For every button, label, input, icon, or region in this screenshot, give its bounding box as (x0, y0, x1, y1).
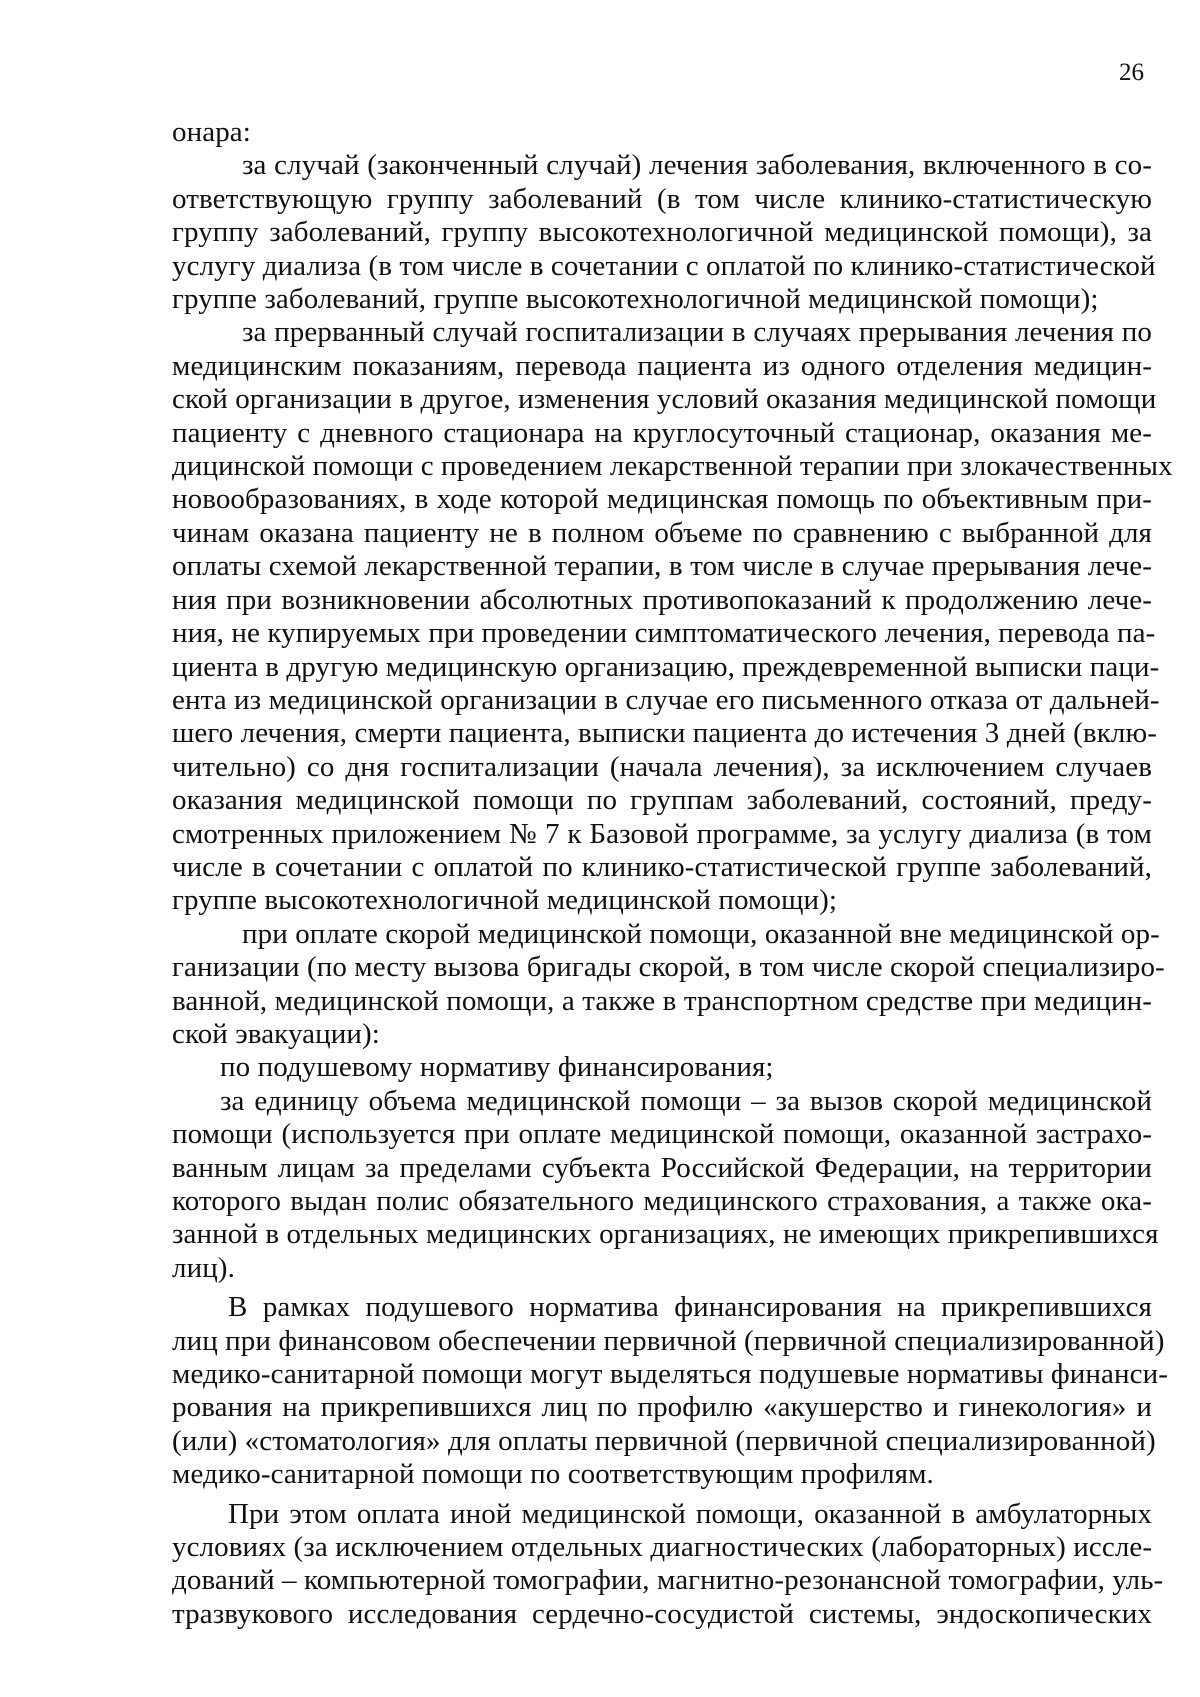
text-line: ответствующую группу заболеваний (в том числе клинико-статистическую (172, 182, 1152, 215)
text-line: числе в сочетании с оплатой по клинико-статистической группе заболеваний, (172, 850, 1152, 883)
text-line: за прерванный случай госпитализации в случаях прерывания лечения по (242, 316, 1152, 349)
text-line: по подушевому нормативу финансирования; (220, 1051, 774, 1084)
text-line: ской организации в другое, изменения условий оказания медицинской помощи (172, 383, 1157, 416)
body-text (172, 116, 1173, 1631)
text-line: смотренных приложением № 7 к Базовой программе, за услугу диализа (в том (172, 817, 1152, 850)
text-line: группу заболеваний, группу высокотехнологичной медицинской помощи), за (172, 216, 1152, 249)
text-line: за единицу объема медицинской помощи – за вызов скорой медицинской (220, 1084, 1152, 1117)
text-line: дований – компьютерной томографии, магнитно-резонансной томографии, уль- (172, 1564, 1164, 1597)
text-line: (или) «стоматология» для оплаты первичной (первичной специализированной) (172, 1424, 1156, 1457)
text-line: оплаты схемой лекарственной терапии, в том числе в случае прерывания лече- (172, 550, 1152, 583)
text-line: циента в другую медицинскую организацию, преждевременной выписки паци- (172, 650, 1160, 683)
text-line: оказания медицинской помощи по группам заболеваний, состояний, преду- (172, 784, 1152, 817)
text-line: ента из медицинской организации в случае его письменного отказа от дальней- (172, 683, 1160, 716)
text-line: ния при возникновении абсолютных противопоказаний к продолжению лече- (172, 583, 1152, 616)
text-line: медико-санитарной помощи по соответствующим профилям. (172, 1458, 934, 1491)
text-line: группе заболеваний, группе высокотехнологичной медицинской помощи); (172, 283, 1099, 316)
text-line: тразвукового исследования сердечно-сосудистой системы, эндоскопических (172, 1597, 1152, 1630)
text-line: ния, не купируемых при проведении симптоматического лечения, перевода па- (172, 617, 1156, 650)
text-line: ганизации (по месту вызова бригады скорой, в том числе скорой специализиро- (172, 951, 1165, 984)
text-line: лиц). (172, 1251, 235, 1284)
page-number: 26 (1119, 59, 1144, 86)
text-line: помощи (используется при оплате медицинской помощи, оказанной застрахо- (172, 1118, 1152, 1151)
text-line: онара: (172, 116, 251, 148)
text-line: которого выдан полис обязательного медицинского страхования, а также ока- (172, 1185, 1152, 1217)
text-line: группе высокотехнологичной медицинской помощи); (172, 884, 838, 917)
text-line: чительно) со дня госпитализации (начала лечения), за исключением случаев (172, 750, 1152, 783)
text-line: за случай (законченный случай) лечения заболевания, включенного в со- (242, 149, 1152, 182)
text-line: дицинской помощи с проведением лекарственной терапии при злокачественных (172, 450, 1173, 483)
text-line: рования на прикрепившихся лиц по профилю «акушерство и гинекология» и (172, 1391, 1152, 1424)
text-line: чинам оказана пациенту не в полном объеме по сравнению с выбранной для (172, 516, 1152, 549)
text-line: условиях (за исключением отдельных диагностических (лабораторных) иссле- (172, 1531, 1153, 1564)
text-line: В рамках подушевого норматива финансирования на прикрепившихся (228, 1291, 1152, 1324)
text-line: лиц при финансовом обеспечении первичной (первичной специализированной) (172, 1324, 1165, 1357)
text-line: услугу диализа (в том числе в сочетании с оплатой по клинико-статистической (172, 249, 1156, 282)
text-line: ской эвакуации): (172, 1017, 380, 1050)
text-line: занной в отдельных медицинских организациях, не имеющих прикрепившихся (172, 1218, 1159, 1251)
text-line: ванным лицам за пределами субъекта Российской Федерации, на территории (172, 1151, 1152, 1184)
text-line: пациенту с дневного стационара на круглосуточный стационар, оказания ме- (172, 416, 1152, 449)
text-line: ванной, медицинской помощи, а также в транспортном средстве при медицин- (172, 984, 1152, 1017)
text-line: медицинским показаниям, перевода пациента из одного отделения медицин- (172, 349, 1152, 382)
text-line: шего лечения, смерти пациента, выписки пациента до истечения 3 дней (вклю- (172, 717, 1157, 750)
text-line: медико-санитарной помощи могут выделяться подушевые нормативы финанси- (172, 1358, 1168, 1391)
text-line: При этом оплата иной медицинской помощи, оказанной в амбулаторных (228, 1497, 1152, 1530)
text-line: при оплате скорой медицинской помощи, оказанной вне медицинской ор- (242, 917, 1160, 950)
text-line: новообразованиях, в ходе которой медицинская помощь по объективным при- (172, 483, 1152, 516)
